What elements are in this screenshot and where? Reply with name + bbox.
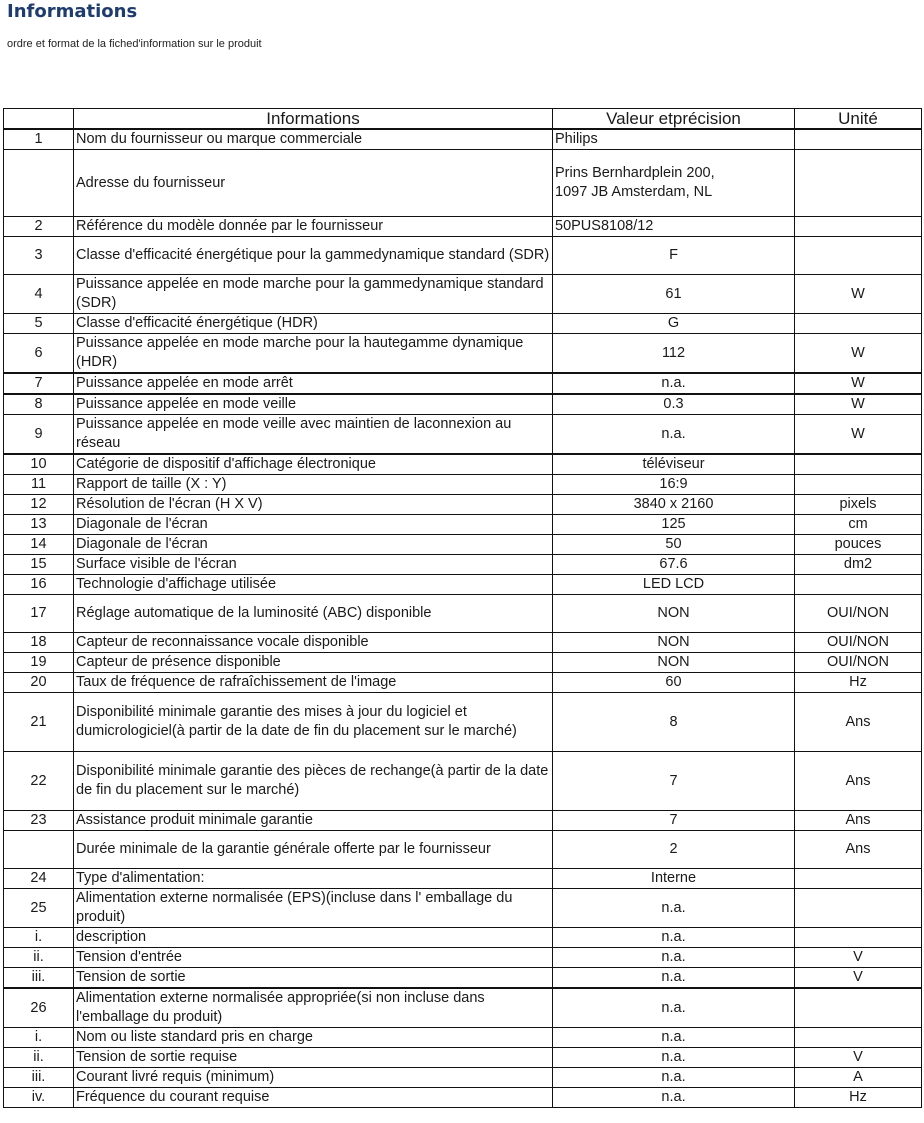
row-number: 15 xyxy=(4,555,74,575)
row-unit: V xyxy=(795,968,922,989)
row-unit: dm2 xyxy=(795,555,922,575)
table-row xyxy=(4,415,922,455)
row-value: NON xyxy=(553,595,795,633)
row-value: 3840 x 2160 xyxy=(553,495,795,515)
table-row xyxy=(4,1048,922,1068)
table-row xyxy=(4,752,922,811)
row-value: 0.3 xyxy=(553,394,795,415)
row-number: 17 xyxy=(4,595,74,633)
row-label: Puissance appelée en mode veille xyxy=(74,394,553,415)
row-number: 2 xyxy=(4,217,74,237)
row-label: Taux de fréquence de rafraîchissement de l'image xyxy=(74,673,553,693)
header-unit: Unité xyxy=(795,109,922,130)
row-label: Diagonale de l'écran xyxy=(74,515,553,535)
row-number: 26 xyxy=(4,988,74,1028)
row-number: 14 xyxy=(4,535,74,555)
table-row xyxy=(4,217,922,237)
row-unit: W xyxy=(795,334,922,374)
table-row xyxy=(4,334,922,374)
row-unit xyxy=(795,1028,922,1048)
row-label: Puissance appelée en mode arrêt xyxy=(74,373,553,394)
row-number: 3 xyxy=(4,237,74,275)
table-row xyxy=(4,1068,922,1088)
row-label: Technologie d'affichage utilisée xyxy=(74,575,553,595)
row-value: 60 xyxy=(553,673,795,693)
table-body xyxy=(4,129,922,1108)
row-number: 12 xyxy=(4,495,74,515)
row-label: Catégorie de dispositif d'affichage électronique xyxy=(74,454,553,475)
row-unit: Hz xyxy=(795,1088,922,1108)
table-row xyxy=(4,1028,922,1048)
row-unit xyxy=(795,237,922,275)
row-value: n.a. xyxy=(553,948,795,968)
row-value: n.a. xyxy=(553,1048,795,1068)
table-row xyxy=(4,948,922,968)
row-unit: W xyxy=(795,415,922,455)
row-value: n.a. xyxy=(553,968,795,989)
row-unit: V xyxy=(795,1048,922,1068)
row-unit: W xyxy=(795,394,922,415)
row-number: 4 xyxy=(4,275,74,314)
row-unit: W xyxy=(795,373,922,394)
row-label: Réglage automatique de la luminosité (ABC) disponible xyxy=(74,595,553,633)
row-unit: Hz xyxy=(795,673,922,693)
row-label: Tension de sortie requise xyxy=(74,1048,553,1068)
row-number: 21 xyxy=(4,693,74,752)
row-value: 50 xyxy=(553,535,795,555)
row-value: n.a. xyxy=(553,889,795,928)
table-row xyxy=(4,633,922,653)
row-label: Diagonale de l'écran xyxy=(74,535,553,555)
row-number: 13 xyxy=(4,515,74,535)
row-value: 125 xyxy=(553,515,795,535)
row-value: LED LCD xyxy=(553,575,795,595)
product-information-table xyxy=(3,108,922,1108)
row-number: ii. xyxy=(4,1048,74,1068)
row-unit: Ans xyxy=(795,752,922,811)
row-value: G xyxy=(553,314,795,334)
row-label: Puissance appelée en mode marche pour la hautegamme dynamique (HDR) xyxy=(74,334,553,374)
row-number: 11 xyxy=(4,475,74,495)
row-number: iv. xyxy=(4,1088,74,1108)
row-value: téléviseur xyxy=(553,454,795,475)
row-number: 9 xyxy=(4,415,74,455)
table-row xyxy=(4,150,922,217)
table-row xyxy=(4,314,922,334)
table-row xyxy=(4,653,922,673)
row-number: 25 xyxy=(4,889,74,928)
table-row xyxy=(4,869,922,889)
row-label: Type d'alimentation: xyxy=(74,869,553,889)
table-row xyxy=(4,693,922,752)
row-value: n.a. xyxy=(553,373,795,394)
row-unit: pixels xyxy=(795,495,922,515)
row-value: Prins Bernhardplein 200, 1097 JB Amsterdam, NL xyxy=(553,150,795,217)
table-row xyxy=(4,373,922,394)
row-label: Puissance appelée en mode marche pour la gammedynamique standard (SDR) xyxy=(74,275,553,314)
row-value: Philips xyxy=(553,129,795,150)
row-value: 2 xyxy=(553,831,795,869)
row-value: NON xyxy=(553,633,795,653)
row-label: Surface visible de l'écran xyxy=(74,555,553,575)
row-unit xyxy=(795,889,922,928)
row-value: 7 xyxy=(553,752,795,811)
table-row xyxy=(4,475,922,495)
row-value: n.a. xyxy=(553,415,795,455)
table-row xyxy=(4,495,922,515)
row-label: Nom du fournisseur ou marque commerciale xyxy=(74,129,553,150)
row-number: 18 xyxy=(4,633,74,653)
row-label: Adresse du fournisseur xyxy=(74,150,553,217)
table-header-row xyxy=(4,109,922,130)
row-label: Courant livré requis (minimum) xyxy=(74,1068,553,1088)
row-label: Fréquence du courant requise xyxy=(74,1088,553,1108)
row-unit: Ans xyxy=(795,693,922,752)
row-number: 6 xyxy=(4,334,74,374)
row-value: n.a. xyxy=(553,1028,795,1048)
row-unit xyxy=(795,217,922,237)
row-unit xyxy=(795,314,922,334)
row-number: i. xyxy=(4,1028,74,1048)
row-value: Interne xyxy=(553,869,795,889)
row-unit: OUI/NON xyxy=(795,595,922,633)
table-row xyxy=(4,394,922,415)
row-label: Capteur de reconnaissance vocale disponible xyxy=(74,633,553,653)
row-unit: OUI/NON xyxy=(795,653,922,673)
table-row xyxy=(4,1088,922,1108)
row-label: Classe d'efficacité énergétique pour la gammedynamique standard (SDR) xyxy=(74,237,553,275)
row-label: Alimentation externe normalisée appropriée(si non incluse dans l'emballage du produit) xyxy=(74,988,553,1028)
row-label: Disponibilité minimale garantie des mises à jour du logiciel et dumicrologiciel(à partir de la date de fin du placement sur le marché) xyxy=(74,693,553,752)
row-label: Résolution de l'écran (H X V) xyxy=(74,495,553,515)
table-row xyxy=(4,237,922,275)
row-value: F xyxy=(553,237,795,275)
row-unit xyxy=(795,475,922,495)
row-label: Durée minimale de la garantie générale offerte par le fournisseur xyxy=(74,831,553,869)
row-label: Puissance appelée en mode veille avec maintien de laconnexion au réseau xyxy=(74,415,553,455)
table-row xyxy=(4,515,922,535)
row-value: 16:9 xyxy=(553,475,795,495)
row-unit: Ans xyxy=(795,831,922,869)
row-number: 7 xyxy=(4,373,74,394)
header-value: Valeur etprécision xyxy=(553,109,795,130)
page-title: Informations xyxy=(7,1,138,22)
row-label: Classe d'efficacité énergétique (HDR) xyxy=(74,314,553,334)
row-number: 8 xyxy=(4,394,74,415)
row-unit: Ans xyxy=(795,811,922,831)
row-number: ii. xyxy=(4,948,74,968)
row-value: 50PUS8108/12 xyxy=(553,217,795,237)
row-unit xyxy=(795,129,922,150)
row-label: Référence du modèle donnée par le fournisseur xyxy=(74,217,553,237)
row-unit: cm xyxy=(795,515,922,535)
row-unit xyxy=(795,928,922,948)
row-unit xyxy=(795,988,922,1028)
table-row xyxy=(4,595,922,633)
table-row xyxy=(4,968,922,989)
table-row xyxy=(4,535,922,555)
row-number: iii. xyxy=(4,1068,74,1088)
row-label: Capteur de présence disponible xyxy=(74,653,553,673)
row-unit xyxy=(795,150,922,217)
table-row xyxy=(4,831,922,869)
row-number: 5 xyxy=(4,314,74,334)
row-label: Nom ou liste standard pris en charge xyxy=(74,1028,553,1048)
table-row xyxy=(4,555,922,575)
row-value: n.a. xyxy=(553,988,795,1028)
table-row xyxy=(4,275,922,314)
row-number xyxy=(4,831,74,869)
row-label: Assistance produit minimale garantie xyxy=(74,811,553,831)
row-unit xyxy=(795,454,922,475)
row-label: Alimentation externe normalisée (EPS)(incluse dans l' emballage du produit) xyxy=(74,889,553,928)
row-value: 61 xyxy=(553,275,795,314)
table-row xyxy=(4,811,922,831)
row-number: 19 xyxy=(4,653,74,673)
row-label: Disponibilité minimale garantie des pièces de rechange(à partir de la date de fin du placement sur le marché) xyxy=(74,752,553,811)
page-subtitle: ordre et format de la fiched'information sur le produit xyxy=(7,38,262,50)
row-value: n.a. xyxy=(553,1068,795,1088)
row-number: 20 xyxy=(4,673,74,693)
row-number: i. xyxy=(4,928,74,948)
row-value: 8 xyxy=(553,693,795,752)
table-row xyxy=(4,889,922,928)
row-number xyxy=(4,150,74,217)
row-label: Tension d'entrée xyxy=(74,948,553,968)
row-unit: pouces xyxy=(795,535,922,555)
row-unit xyxy=(795,575,922,595)
row-number: 10 xyxy=(4,454,74,475)
row-unit: V xyxy=(795,948,922,968)
table-row xyxy=(4,575,922,595)
row-unit xyxy=(795,869,922,889)
table-row xyxy=(4,988,922,1028)
row-unit: W xyxy=(795,275,922,314)
row-value: 67.6 xyxy=(553,555,795,575)
row-number: 23 xyxy=(4,811,74,831)
row-value: n.a. xyxy=(553,928,795,948)
row-label: Rapport de taille (X : Y) xyxy=(74,475,553,495)
row-value: 112 xyxy=(553,334,795,374)
row-unit: A xyxy=(795,1068,922,1088)
row-value: n.a. xyxy=(553,1088,795,1108)
row-value: 7 xyxy=(553,811,795,831)
header-number xyxy=(4,109,74,130)
header-informations: Informations xyxy=(74,109,553,130)
table-row xyxy=(4,129,922,150)
row-number: iii. xyxy=(4,968,74,989)
row-number: 1 xyxy=(4,129,74,150)
row-label: description xyxy=(74,928,553,948)
table-row xyxy=(4,673,922,693)
row-value: NON xyxy=(553,653,795,673)
row-number: 24 xyxy=(4,869,74,889)
row-number: 16 xyxy=(4,575,74,595)
table-row xyxy=(4,454,922,475)
row-unit: OUI/NON xyxy=(795,633,922,653)
row-number: 22 xyxy=(4,752,74,811)
table-row xyxy=(4,928,922,948)
row-label: Tension de sortie xyxy=(74,968,553,989)
